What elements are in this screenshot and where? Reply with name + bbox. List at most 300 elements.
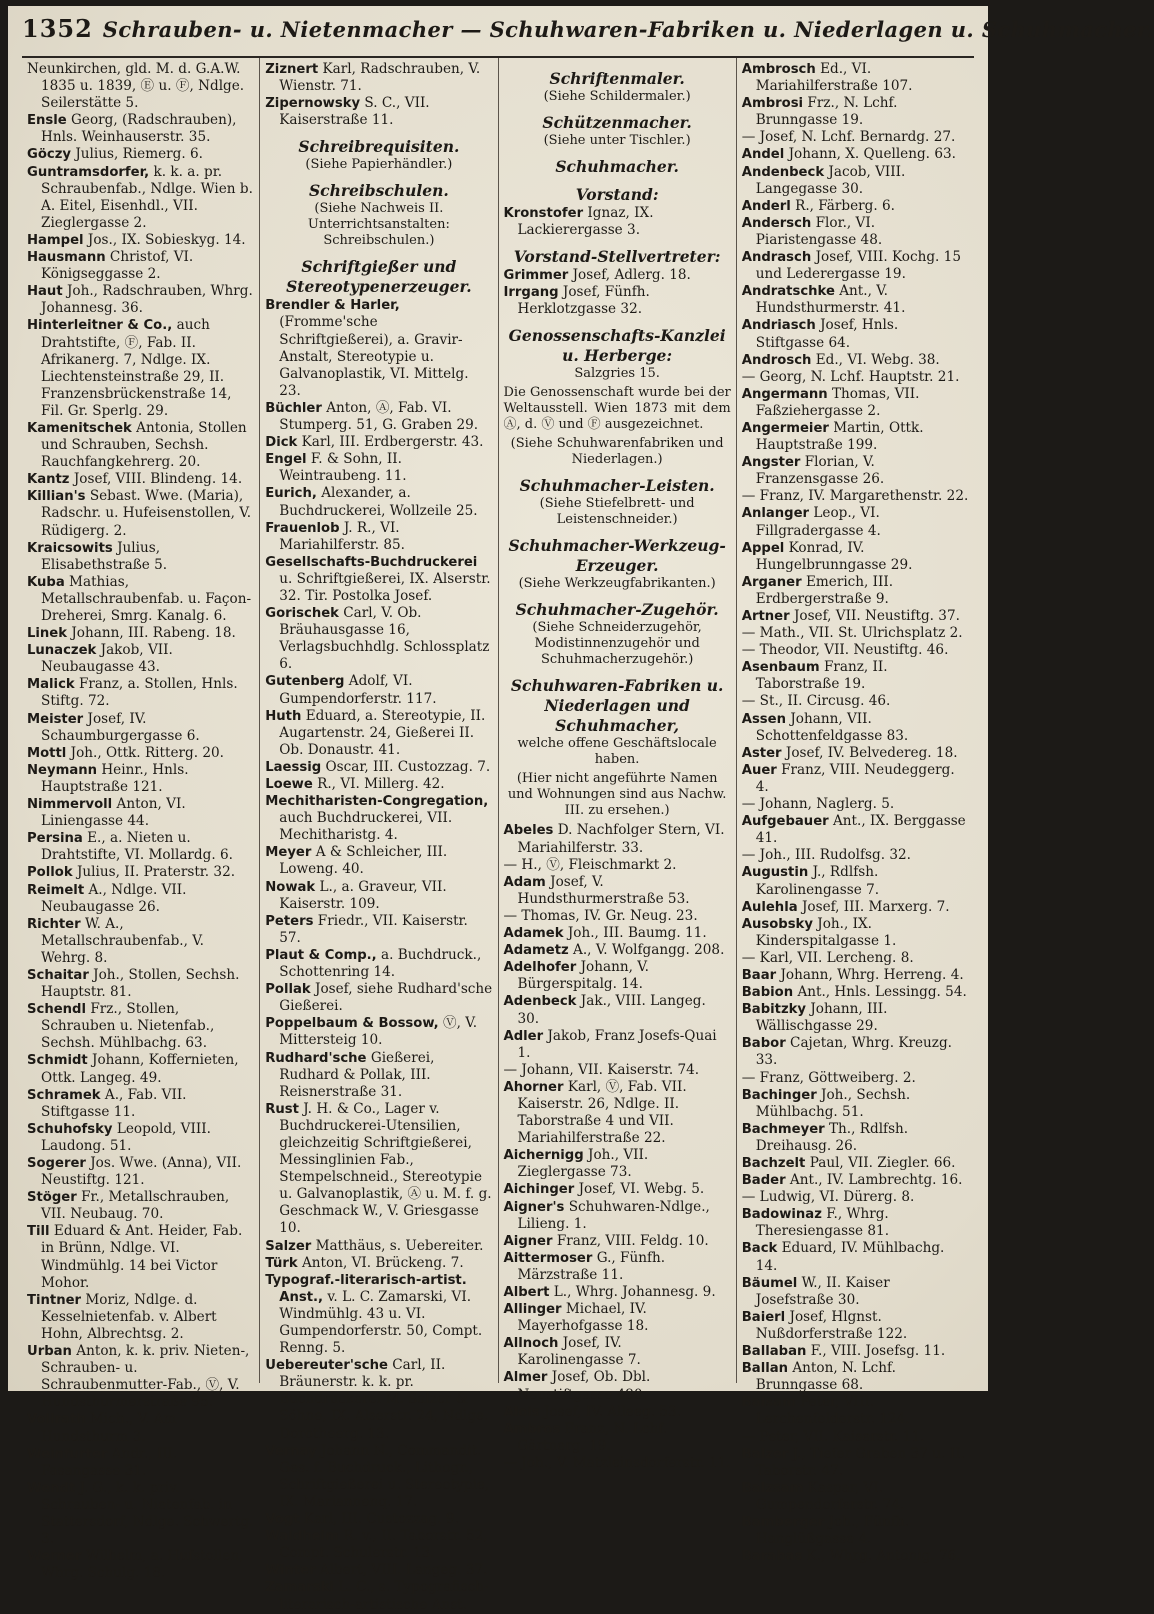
directory-entry <box>27 1052 254 1086</box>
directory-entry <box>27 1343 254 1411</box>
entry-text: Jos., IX. Sobieskyg. 14. <box>87 231 246 248</box>
entry-text: — St., II. Circusg. 46. <box>741 693 891 710</box>
entry-name: Winter <box>265 1563 316 1579</box>
directory-entry <box>504 1335 731 1369</box>
entry-text: Matthäus, s. Uebereiter. <box>315 1237 484 1254</box>
entry-text: Anton, VI. Liniengasse 44. <box>41 796 186 830</box>
directory-entry <box>265 981 492 1015</box>
directory-entry <box>742 488 969 505</box>
directory-entry <box>742 215 969 249</box>
columns <box>22 58 974 1613</box>
entry-name: Aigner's <box>503 1199 565 1215</box>
directory-entry <box>265 1511 492 1528</box>
directory-entry <box>742 1240 969 1274</box>
entry-name: Linek <box>27 626 68 642</box>
directory-entry <box>742 164 969 198</box>
entry-text: F., Whrg. Theresiengasse 81. <box>755 1206 890 1240</box>
entry-name: Ahorner <box>503 1079 564 1095</box>
directory-entry <box>504 205 731 239</box>
directory-entry <box>742 864 969 898</box>
entry-name: Kronstofer <box>503 206 584 221</box>
directory-entry <box>742 249 969 283</box>
directory-entry <box>265 297 492 400</box>
entry-text: Schuhwaren-Ndlge., Lilieng. 1. <box>517 1198 710 1232</box>
entry-text: Eduard, a. Stereotypie, II. Augartenstr. 24, Gießerei II. Ob. Donaustr. 41. <box>279 707 486 758</box>
entry-text: Josef, VI. Webg. 5. <box>578 1181 705 1198</box>
directory-entry <box>265 1443 492 1511</box>
section-note: (Siehe Schildermaler.) <box>543 89 691 104</box>
directory-entry <box>742 1446 969 1480</box>
entry-name: Uebereuter'sche <box>265 1358 388 1374</box>
entry-text: — Thomas, IV. Gr. Neug. 23. <box>503 907 698 924</box>
entry-text: Josef, Hnls. Stiftgasse 64. <box>755 317 899 351</box>
entry-name: Wendt <box>27 1480 76 1496</box>
entry-text: Johann N., Commandit. Ges. f. Buchdruck., Lithogr., Schriftgießerei u. Stereotypie, IX. Mariannenq. 17. <box>279 1442 490 1510</box>
entry-name: Asenbaum <box>741 660 820 676</box>
section-note: (Siehe Stiefelbrett- und Leistenschneider.) <box>539 496 695 528</box>
entry-name: Meister <box>27 711 84 727</box>
entry-text: Sebast. Wwe. (Maria), Radschr. u. Hufeisenstollen, V. Rüdigerg. 2. <box>41 488 252 539</box>
entry-text: a. Buchdruck., Schottenring 14. <box>279 946 482 981</box>
directory-entry <box>27 1087 254 1121</box>
entry-text: J. R., VI. Mariahilferstr. 85. <box>279 519 405 553</box>
directory-entry <box>27 1446 254 1480</box>
entry-name: Kraicsowits <box>27 540 113 556</box>
entry-name: Aulehla <box>741 899 798 915</box>
entry-text: G., Fünfh. Märzstraße 11. <box>517 1249 666 1283</box>
entry-name: Ballaban <box>741 1344 807 1360</box>
directory-entry <box>742 352 969 369</box>
entry-name: Aster <box>741 745 782 761</box>
entry-name: Adenbeck <box>503 994 577 1010</box>
entry-name: Zipernowsky <box>265 96 361 112</box>
entry-name: Killian's <box>27 489 86 505</box>
directory-entry <box>504 267 731 284</box>
entry-name: Abeles <box>503 823 554 839</box>
entry-text: Gießerei, Rudhard & Pollak, III. Reisnerstraße 31. <box>279 1049 435 1100</box>
directory-entry <box>265 95 492 129</box>
entry-text: Carl, II. Bräunerstr. k. k. pr. Buchdruckerei M. Salzer & Söhne, IX. Alserstr. 24, Ndlge. Dorotheerg. 13. <box>279 1357 489 1442</box>
entry-text: Jakob, VII. Neubaugasse 43. <box>41 642 173 676</box>
entry-text: — Franz, IV. Margarethenstr. 22. <box>741 488 969 505</box>
entry-name: Aichinger <box>503 1182 575 1198</box>
entry-text: Ant., IV. Lambrechtg. 16. <box>789 1172 963 1189</box>
entry-text: J. H. & Co., Lager v. Buchdruckerei-Utensilien, gleichzeitig Schriftgießerei, Messinglinien Fab., Stempelschneid., Stereotypie u. Galvanoplastik, Ⓐ u. M. f. g. Geschmack W., V. Griesgasse 10. <box>279 1100 492 1237</box>
section-heading: Schuhmacher-Werkzeug-Erzeuger. <box>508 536 726 576</box>
directory-entry <box>742 762 969 796</box>
entry-text: Julius, Elisabethstraße 5. <box>41 539 168 573</box>
directory-entry <box>742 1087 969 1121</box>
entry-name: Malick <box>27 677 75 693</box>
directory-entry <box>265 400 492 434</box>
entry-name: Loewe <box>265 777 313 792</box>
entry-name: Lunaczek <box>27 643 97 659</box>
entry-name: Gutenberg <box>265 674 345 690</box>
entry-name: Brendler & Harler, <box>265 298 400 314</box>
directory-entry <box>27 676 254 710</box>
entry-text: Neunkirchen, gld. M. d. G.A.W. 1835 u. 1839, Ⓔ u. Ⓕ, Ndlge. Seilerstätte 5. <box>27 61 245 112</box>
entry-name: Kamenitschek <box>27 420 132 436</box>
entry-name: Hausmann <box>27 250 106 266</box>
entry-name: Eurich, <box>265 486 317 502</box>
running-head: Schrauben- u. Nietenmacher — Schuhwaren-Fabriken u. Niederlagen u. Schuhmacher. <box>102 17 1154 42</box>
directory-entry <box>27 1155 254 1189</box>
entry-name: Vernay <box>265 1443 317 1459</box>
entry-name: Schaitar <box>27 967 89 983</box>
directory-entry <box>265 1255 492 1272</box>
entry-text: Franz, VIII. Neudeggerg. 4. <box>755 761 955 795</box>
entry-name: Büchler <box>265 400 322 416</box>
entry-name: Poppelbaum & Bossow, <box>265 1016 439 1032</box>
entry-text: Leop., VI. Fillgradergasse 4. <box>755 505 881 539</box>
directory-entry <box>504 1147 731 1181</box>
entry-text: Karl, Radschrauben, V. Wienstr. 71. <box>279 61 481 95</box>
section-note: (Siehe Nachweis II. Unterrichtsanstalten: Schreibschulen.) <box>307 201 450 249</box>
section-heading: Schreibschulen. <box>308 181 449 201</box>
directory-entry <box>742 317 969 351</box>
directory-entry <box>742 540 969 574</box>
entry-name: Ballan <box>741 1361 789 1377</box>
directory-entry <box>504 1404 731 1421</box>
entry-name: Hinterleitner & Co., <box>27 318 173 334</box>
entry-text: — Math., VII. St. Ulrichsplatz 2. <box>741 625 963 642</box>
entry-name: Aigner <box>503 1233 553 1249</box>
entry-name: Badowinaz <box>741 1207 822 1223</box>
section-note: Salzgries 15. <box>574 366 660 382</box>
directory-entry <box>265 879 492 913</box>
column-4 <box>736 58 974 1565</box>
entry-name: Peters <box>265 913 314 929</box>
entry-name: Neymann <box>27 762 97 778</box>
directory-entry <box>27 1548 254 1582</box>
directory-entry <box>27 1001 254 1052</box>
entry-name: Balsam <box>741 1395 796 1411</box>
directory-entry <box>27 642 254 676</box>
entry-text: Ant., Hnls. Lessingg. 54. <box>797 984 967 1001</box>
entry-name: Babitzky <box>741 1002 807 1018</box>
directory-entry <box>742 61 969 95</box>
entry-text: Martin, Ottk. Hauptstraße 199. <box>755 419 924 454</box>
entry-text: Josef, Adlerg. 18. <box>572 267 691 284</box>
directory-entry <box>742 129 969 146</box>
entry-name: Adelhofer <box>503 960 577 976</box>
directory-entry <box>742 642 969 659</box>
section-note: (Siehe Werkzeugfabrikanten.) <box>518 576 716 592</box>
entry-name: Bachzelt <box>741 1156 806 1171</box>
entry-text: Joh., Fünfh. Hanglüßgasse 4. <box>755 1513 909 1548</box>
entry-name: Alois <box>503 1404 540 1420</box>
entry-text: Josef, VIII. Kochg. 15 und Lederergasse 19. <box>755 249 961 283</box>
section-heading: Schützenmacher. <box>542 113 692 132</box>
entry-text: — Franz, Göttweiberg. 2. <box>741 1069 916 1086</box>
entry-name: Gesellschafts-Buchdruckerei <box>265 554 478 570</box>
directory-entry <box>742 1035 969 1069</box>
directory-entry <box>27 916 254 967</box>
entry-text: Josef, VIII. Blindeng. 14. <box>73 471 243 488</box>
entry-name: Nowak <box>265 879 316 895</box>
directory-entry <box>742 1429 969 1446</box>
entry-text: Moriz, Ndlge. d. Kesselnietenfab. v. Albert Hohn, Albrechtsg. 2. <box>41 1291 217 1342</box>
section-heading: Schuhwaren-Fabriken u. Niederlagen und Schuhmacher, <box>510 676 724 736</box>
entry-text: E., a. Nieten u. Drahtstifte, VI. Mollardg. 6. <box>41 830 233 864</box>
directory-entry <box>504 1250 731 1284</box>
entry-text: Joh., Radschrauben, Whrg. Johannesg. 36. <box>41 283 253 317</box>
directory-entry <box>742 916 969 950</box>
entry-name: Arganer <box>741 574 802 590</box>
directory-entry <box>742 796 969 813</box>
directory-entry <box>504 1199 731 1233</box>
entry-text: Josef, IV. Schaumburgergasse 6. <box>41 710 200 744</box>
directory-entry <box>742 454 969 488</box>
directory-entry <box>265 673 492 707</box>
section-heading: Vorstand-Stellvertreter: <box>513 247 721 267</box>
directory-entry <box>742 1343 969 1360</box>
directory-entry <box>742 1121 969 1155</box>
section-note: welche offene Geschäftslocale haben. <box>517 736 717 768</box>
directory-entry <box>504 908 731 925</box>
section-heading: Genossenschafts-Kanzlei u. Herberge: <box>508 326 726 366</box>
entry-name: Guntramsdorfer, <box>27 164 150 180</box>
entry-text: Ant., IX. Berggasse 41. <box>755 813 966 847</box>
entry-text: Joh., Stollen, Sechsh. Hauptstr. 81. <box>41 966 240 1001</box>
entry-text: S. C., VII. Kaiserstraße 11. <box>279 95 430 129</box>
column-1 <box>22 58 259 1582</box>
directory-entry <box>265 1562 492 1579</box>
entry-text: A., Fab. VII. Stiftgasse 11. <box>41 1086 187 1120</box>
entry-name: Schuhofsky <box>27 1121 113 1137</box>
directory-entry <box>27 112 254 146</box>
entry-name: Angster <box>741 455 801 471</box>
entry-text: J., Tiefer Graben 37 u. II. Taborstr. 47. <box>755 1445 965 1479</box>
entry-text: Johann, Whrg. Herreng. 4. <box>780 966 964 983</box>
entry-text: Leopold, VIII. Laudong. 51. <box>41 1120 211 1154</box>
entry-text: Josef, IV. Karolinengasse 7. <box>517 1335 641 1369</box>
directory-entry <box>742 1394 969 1428</box>
entry-text: A & Schleicher, III. Loweng. 40. <box>279 844 448 878</box>
entry-name: Andel <box>741 147 785 163</box>
entry-name: Urban <box>27 1344 72 1360</box>
entry-name: Angermeier <box>741 420 829 436</box>
directory-entry <box>742 899 969 916</box>
directory-entry <box>265 554 492 605</box>
entry-text: Josef, IV. Belvedereg. 18. <box>785 744 958 761</box>
section-heading: Schreibrequisiten. <box>298 137 460 157</box>
directory-entry <box>742 146 969 163</box>
entry-name: Ambrosch <box>741 62 816 77</box>
entry-name: Artner <box>741 609 790 624</box>
directory-entry <box>742 608 969 625</box>
directory-entry <box>742 386 969 420</box>
entry-text: F. & Sohn, II. Weintraubeng. 11. <box>279 451 407 485</box>
entry-text: Jos. Wwe. (Anna), VII. Neustiftg. 121. <box>41 1155 242 1189</box>
entry-text: (Fromme'sche Schriftgießerei), a. Gravir-Anstalt, Stereotypie u. Galvanoplastik, VI. Mittelg. 23. <box>279 314 469 399</box>
directory-entry <box>27 232 254 249</box>
entry-name: Persina <box>27 831 83 847</box>
directory-entry <box>742 1480 969 1514</box>
directory-entry <box>27 796 254 830</box>
entry-text: Karl, Ⓥ, Fab. VII. Kaiserstr. 26, Ndlge. II. Taborstraße 4 und VII. Mariahilferstraße 22. <box>517 1078 687 1147</box>
directory-entry <box>742 813 969 847</box>
entry-name: Tintner <box>27 1292 82 1308</box>
directory-entry <box>27 864 254 881</box>
directory-entry <box>265 1050 492 1101</box>
entry-name: Aittermoser <box>503 1250 593 1266</box>
entry-text: Franz, II. Taborstraße 19. <box>755 659 888 693</box>
entry-name: Irrgang <box>503 285 559 301</box>
entry-text: — Karl, VII. Lercheng. 8. <box>741 949 914 966</box>
directory-entry <box>504 284 731 318</box>
entry-name: Anlanger <box>741 506 810 522</box>
entry-text: R., Färberg. 6. <box>795 197 895 214</box>
section-heading: Schriftenmaler. <box>549 69 685 88</box>
directory-entry <box>27 317 254 420</box>
entry-name: Richter <box>27 916 81 932</box>
entry-name: Grimmer <box>503 268 569 284</box>
entry-name: Almer <box>503 1370 548 1386</box>
directory-entry <box>265 1015 492 1049</box>
entry-text: L., a. Graveur, VII. Kaiserstr. 109. <box>279 878 447 912</box>
directory-entry <box>27 1480 254 1548</box>
directory-entry <box>504 959 731 993</box>
directory-entry <box>742 1514 969 1548</box>
entry-text: Joh., IX. Kinderspitalgasse 1. <box>755 915 897 949</box>
entry-name: Bamberger <box>741 1514 825 1530</box>
directory-entry <box>265 434 492 451</box>
directory-entry <box>742 1001 969 1035</box>
entry-name: Stöger <box>27 1190 77 1206</box>
entry-name: Androsch <box>741 352 812 368</box>
entry-name: Bäumel <box>741 1275 798 1291</box>
entry-name: Frauenlob <box>265 520 340 536</box>
directory-entry <box>742 950 969 967</box>
entry-name: Andrasch <box>741 250 812 266</box>
directory-entry <box>742 847 969 864</box>
entry-name: Till <box>27 1224 50 1240</box>
directory-entry <box>742 1189 969 1206</box>
entry-name: Ziznert <box>265 62 319 77</box>
directory-entry <box>504 1301 731 1335</box>
directory-entry <box>742 1172 969 1189</box>
entry-text: L. C., s. Typografisch-literarisch-artistische Anst. <box>279 1579 489 1613</box>
entry-name: Weinfurter <box>27 1446 108 1462</box>
entry-text: Johann, III. Wällischgasse 29. <box>755 1001 888 1035</box>
entry-name: Babor <box>741 1036 786 1052</box>
entry-text: Joh., III. Baumg. 11. <box>567 925 707 942</box>
entry-text: — Johann, VII. Kaiserstr. 74. <box>503 1061 700 1078</box>
directory-entry <box>27 540 254 574</box>
entry-name: Mechitharisten-Congregation, <box>265 794 489 810</box>
entry-text: A., Ndlge. VII. Neubaugasse 26. <box>41 881 187 915</box>
entry-name: Andenbeck <box>741 164 825 180</box>
column-3 <box>498 58 736 1471</box>
entry-name: Andersch <box>741 215 812 231</box>
entry-text: Julius, II. Praterstr. 32. <box>76 864 236 881</box>
directory-entry <box>504 1421 731 1455</box>
entry-text: Johann, Koffernieten, Ottk. Langeg. 49. <box>41 1052 239 1086</box>
directory-entry <box>742 1070 969 1087</box>
section-note: (Hier nicht angeführte Namen und Wohnungen sind aus Nachw. III. zu ersehen.) <box>507 771 727 819</box>
entry-text: Antonia, Stollen und Schrauben, Sechsh. Rauchfangkehrerg. 20. <box>41 419 247 471</box>
entry-name: Vollrath <box>27 1412 86 1428</box>
directory-entry <box>504 874 731 908</box>
directory-entry <box>742 369 969 386</box>
entry-text: Thomas, VII. Faßziehergasse 2. <box>755 385 920 419</box>
directory-entry <box>742 967 969 984</box>
entry-text: A., V. Wolfgangg. 208. <box>573 942 725 959</box>
entry-text: Anton, N. Lchf. Brunngasse 68. <box>755 1360 896 1394</box>
entry-name: Augustin <box>741 865 809 881</box>
page-header <box>22 14 1154 58</box>
entry-text: Karl, III. Erdbergerstr. 43. <box>301 434 484 451</box>
directory-entry <box>742 1275 969 1309</box>
directory-entry <box>504 1028 731 1062</box>
entry-name: Aufgebauer <box>741 814 829 830</box>
directory-entry <box>265 913 492 947</box>
entry-text: Karl, III. Custozzag. 9. <box>303 1511 459 1528</box>
directory-entry <box>265 947 492 981</box>
directory-entry <box>742 1206 969 1240</box>
directory-entry <box>265 520 492 554</box>
directory-entry <box>742 745 969 762</box>
entry-name: Vogt <box>265 1512 300 1528</box>
section-note: (Siehe unter Tischler.) <box>543 133 691 148</box>
directory-entry <box>27 164 254 232</box>
directory-entry <box>27 830 254 864</box>
entry-name: Waldheim <box>265 1529 339 1545</box>
entry-text: Frz., N. Lchf. Brunngasse 19. <box>755 95 898 129</box>
entry-text: Kaspar, VI. Gumpendorferstr. 74. <box>755 1479 905 1513</box>
entry-name: Adamek <box>503 926 564 942</box>
section-heading: Schuhmacher-Leisten. <box>519 476 715 496</box>
entry-name: Ausobsky <box>741 916 813 932</box>
entry-name: Adametz <box>503 943 569 959</box>
directory-entry <box>265 451 492 485</box>
entry-name: Allnoch <box>503 1336 559 1352</box>
entry-name: Balzer <box>741 1446 789 1462</box>
section-paragraph: Die Genossenschaft wurde bei der Weltausstell. Wien 1873 mit dem Ⓐ, d. Ⓥ und Ⓕ ausgezeichnet. <box>503 385 731 433</box>
entry-text: Jak., VIII. Langeg. 30. <box>517 993 706 1027</box>
section-heading: Schuhmacher. <box>555 157 679 176</box>
entry-text: Alexander, a. Buchdruckerei, Wollzeile 25. <box>279 485 478 519</box>
entry-name: Reimelt <box>27 882 85 898</box>
directory-entry <box>265 759 492 776</box>
entry-text: — Joh., V. Matzleinsdorferstr. 11. <box>503 1454 731 1471</box>
directory-entry <box>265 1272 492 1357</box>
entry-text: — Ludwig, VI. Dürerg. 8. <box>741 1189 915 1206</box>
entry-text: Josef, V. Hundsthurmerstraße 53. <box>517 873 690 907</box>
directory-entry <box>265 708 492 759</box>
directory-entry <box>265 793 492 844</box>
entry-text: Georg, (Radschrauben), Hnls. Weinhauserstr. 35. <box>41 112 237 146</box>
directory-entry <box>27 249 254 283</box>
directory-entry <box>504 1233 731 1250</box>
entry-text: Adolf, VI. Gumpendorferstr. 117. <box>279 673 437 707</box>
entry-name: Türk <box>265 1255 298 1271</box>
entry-name: Schmidt <box>27 1053 88 1069</box>
entry-name: Aichernigg <box>503 1148 584 1164</box>
section-note: (Siehe Papierhändler.) <box>305 157 453 173</box>
entry-name: Haut <box>27 284 63 300</box>
entry-text: — H., Ⓥ, Fleischmarkt 2. <box>503 856 677 873</box>
directory-entry <box>265 61 492 95</box>
entry-text: Eduard, IV. Mühlbachg. 14. <box>755 1240 945 1274</box>
directory-entry <box>27 488 254 539</box>
entry-name: Kuba <box>27 574 65 590</box>
directory-entry <box>504 993 731 1027</box>
entry-text: Anton, VI. Brückeng. 7. <box>301 1254 464 1271</box>
entry-text: Johann, VII. Schottenfeldgasse 83. <box>755 710 909 744</box>
entry-name: Baar <box>741 967 777 983</box>
